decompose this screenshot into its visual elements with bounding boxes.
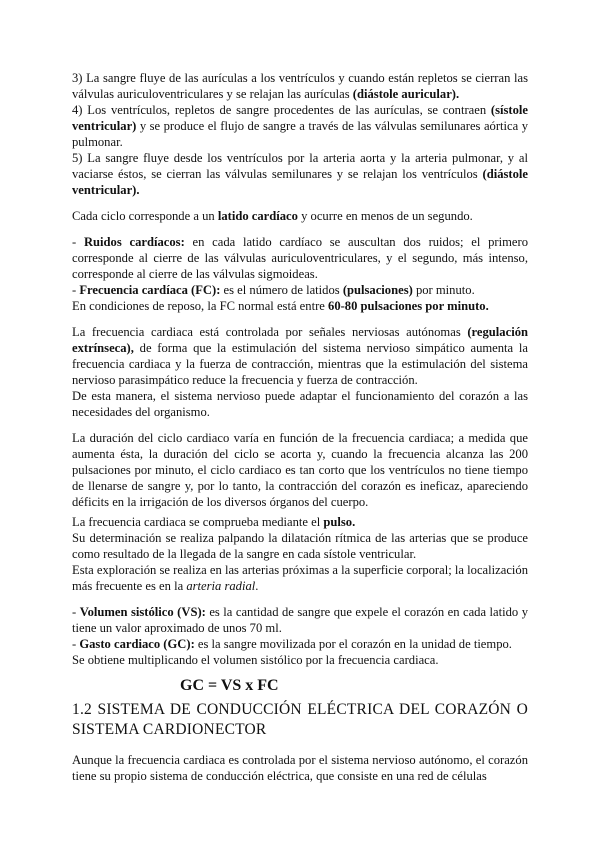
bold-term: latido cardíaco (217, 209, 298, 223)
bold-term: (diástole auricular). (352, 87, 460, 101)
italic-term: arteria radial (186, 579, 256, 593)
text: y se produce el flujo de sangre a través de las válvulas semilunares aórtica y pulmonar. (72, 119, 528, 149)
paragraph-heart-sounds (72, 234, 528, 282)
bold-term: (diástole ventricular). (72, 167, 528, 197)
paragraph-conduction: Aunque la frecuencia cardiaca es controlada por el sistema nervioso autónomo, el corazón tiene su propio sistema de conducción eléctrica, que consiste en una red de células (72, 753, 528, 783)
text: 4) Los ventrículos, repletos de sangre procedentes de las aurículas, se contraen (72, 103, 491, 117)
text: - (72, 605, 80, 619)
paragraph-step-4 (72, 102, 528, 150)
formula: GC = VS x FC (180, 677, 279, 694)
paragraph-heart-rate (72, 282, 528, 298)
text: y ocurre en menos de un segundo. (297, 209, 473, 223)
bold-term: Ruidos cardíacos: (83, 235, 185, 249)
paragraph-regulation (72, 324, 528, 388)
bold-term: (pulsaciones) (342, 283, 413, 297)
text: - (72, 235, 84, 249)
bold-term: Volumen sistólico (VS): (79, 605, 206, 619)
text: Cada ciclo corresponde a un (72, 209, 218, 223)
text: Esta exploración se realiza en las arterias próximas a la superficie corporal; la localización más frecuente es en la (72, 563, 528, 593)
text: en cada latido cardíaco se auscultan dos ruidos; el primero corresponde al cierre de las válvulas auriculoventriculares, y el segundo, más intenso, corresponde al cierre de las válvulas sigmoideas. (72, 235, 528, 281)
bold-term: 60-80 pulsaciones por minuto. (328, 299, 489, 313)
text: por minuto. (412, 283, 475, 297)
paragraph-adaptation: De esta manera, el sistema nervioso puede adaptar el funcionamiento del corazón a las necesidades del organismo. (72, 389, 528, 419)
bold-term: (regulación extrínseca), (72, 325, 528, 355)
paragraph-step-3 (72, 70, 528, 102)
paragraph-pulse (72, 514, 528, 530)
paragraph-step-5 (72, 150, 528, 198)
paragraph-stroke-volume (72, 604, 528, 636)
bold-term: Frecuencia cardíaca (FC): (79, 283, 221, 297)
text: de forma que la estimulación del sistema nervioso simpático aumenta la frecuencia cardiaca y la fuerza de contracción, mientras que la estimulación del sistema nervioso parasimpático reduce la frecuencia y fuerza de contracción. (72, 341, 528, 387)
text: 5) La sangre fluye desde los ventrículos por la arteria aorta y la arteria pulmonar, y al vaciarse éstos, se cierran las válvulas semilunares y se relajan los ventrículos (72, 151, 528, 181)
paragraph-pulse-determination: Su determinación se realiza palpando la dilatación rítmica de las arterias que se produce como resultado de la llegada de la sangre en cada sístole ventricular. (72, 531, 528, 561)
text: es el número de latidos (220, 283, 343, 297)
paragraph-multiplication: Se obtiene multiplicando el volumen sistólico por la frecuencia cardiaca. (72, 653, 439, 667)
paragraph-cycle (72, 208, 528, 224)
text: - (72, 637, 80, 651)
text: - (72, 283, 80, 297)
paragraph-cycle-duration: La duración del ciclo cardiaco varía en función de la frecuencia cardiaca; a medida que aumenta ésta, la duración del ciclo se acorta y, cuando la frecuencia alcanza las 200 pulsaciones por minuto, el ciclo cardiaco es tan corto que los ventrículos no tiene tiempo de llenarse de sangre y, por lo tanto, la contracción del corazón es ineficaz, apareciendo déficits en la irrigación de los diversos órganos del cuerpo. (72, 431, 528, 509)
bold-term: (sístole ventricular) (72, 103, 528, 133)
bold-term: pulso. (323, 515, 356, 529)
text: es la sangre movilizada por el corazón en la unidad de tiempo. (194, 637, 512, 651)
paragraph-cardiac-output (72, 636, 528, 652)
section-heading: 1.2 SISTEMA DE CONDUCCIÓN ELÉCTRICA DEL CORAZÓN O SISTEMA CARDIONECTOR (72, 701, 528, 738)
paragraph-rest-rate (72, 298, 528, 314)
text: . (255, 579, 259, 593)
text: En condiciones de reposo, la FC normal está entre (72, 299, 329, 313)
text: es la cantidad de sangre que expele el corazón en cada latido y tiene un valor aproximado de unos 70 ml. (72, 605, 529, 635)
paragraph-exploration (72, 562, 528, 594)
text: La frecuencia cardiaca se comprueba mediante el (72, 515, 324, 529)
bold-term: Gasto cardiaco (GC): (79, 637, 195, 651)
text: 3) La sangre fluye de las aurículas a los ventrículos y cuando están repletos se cierran las válvulas auriculoventriculares y se relajan las aurículas (72, 71, 528, 101)
text: La frecuencia cardiaca está controlada por señales nerviosas autónomas (72, 325, 468, 339)
